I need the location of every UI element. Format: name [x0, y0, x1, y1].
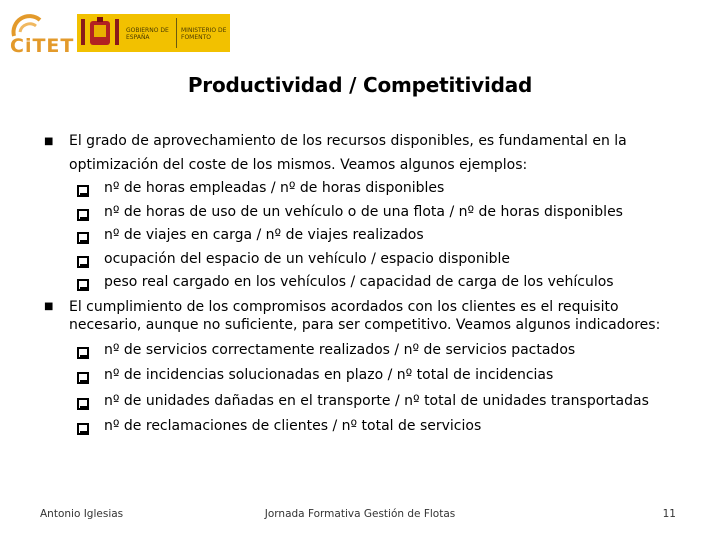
- gov-divider: [176, 18, 177, 48]
- list-item: [69, 201, 679, 225]
- list-item: [69, 389, 679, 415]
- list-item: [69, 248, 679, 272]
- gobierno-logo: [77, 14, 230, 52]
- checkbox-bullet-icon: [77, 394, 89, 406]
- slide-title: Productividad / Competitividad: [187, 73, 533, 97]
- list-item: [69, 414, 679, 440]
- bullet-intro: El cumplimiento de los compromisos acordados con los clientes es el requisito necesario, aunque no suficiente, para ser competitivo. Veamos algunos indicadores:: [69, 298, 661, 333]
- footer-author: Antonio Iglesias: [40, 508, 124, 520]
- checkbox-bullet-icon: [77, 229, 89, 241]
- sub-list: [69, 338, 679, 440]
- checkbox-bullet-icon: [77, 182, 89, 194]
- list-item-text: ocupación del espacio de un vehículo / espacio disponible: [104, 250, 510, 267]
- list-item: [69, 271, 679, 295]
- list-item-text: nº de horas de uso de un vehículo o de una flota / nº de horas disponibles: [104, 203, 623, 220]
- checkbox-bullet-icon: [77, 419, 89, 431]
- list-item-text: nº de horas empleadas / nº de horas disponibles: [104, 180, 445, 196]
- list-item-text: nº de unidades dañadas en el transporte / nº total de unidades transportadas: [104, 392, 649, 409]
- list-item-text: nº de reclamaciones de clientes / nº total de servicios: [104, 418, 482, 434]
- list-item: [69, 224, 679, 248]
- list-item-text: nº de servicios correctamente realizados / nº de servicios pactados: [104, 341, 576, 358]
- list-item: [69, 177, 679, 201]
- footer-event: Jornada Formativa Gestión de Flotas: [264, 508, 456, 520]
- checkbox-bullet-icon: [77, 206, 89, 218]
- footer-page-number: 11: [662, 508, 676, 520]
- slide-content: [0, 130, 720, 440]
- list-item-text: peso real cargado en los vehículos / capacidad de carga de los vehículos: [104, 274, 614, 290]
- bullet-intro: El grado de aprovechamiento de los recursos disponibles, es fundamental en la optimización del coste de los mismos. Veamos algunos ejemplos:: [69, 133, 627, 173]
- list-item-text: nº de viajes en carga / nº de viajes realizados: [104, 227, 424, 243]
- square-bullet-icon: ■: [44, 300, 54, 312]
- sub-list: [69, 177, 679, 295]
- citet-logo-text: CiTET: [10, 35, 75, 57]
- list-item: [69, 338, 679, 364]
- coat-of-arms-icon: [81, 17, 119, 49]
- checkbox-bullet-icon: [77, 253, 89, 265]
- gov-text-gobierno: GOBIERNO DE ESPAÑA: [126, 27, 169, 41]
- checkbox-bullet-icon: [77, 276, 89, 288]
- square-bullet-icon: ■: [44, 136, 54, 147]
- gov-text-ministerio: MINISTERIO DE FOMENTO: [181, 27, 227, 41]
- checkbox-bullet-icon: [77, 368, 89, 380]
- list-item: [69, 363, 679, 389]
- list-item-text: nº de incidencias solucionadas en plazo / nº total de incidencias: [104, 367, 554, 383]
- bullet-productividad: [0, 130, 679, 295]
- bullet-competitividad: [0, 298, 679, 440]
- checkbox-bullet-icon: [77, 343, 89, 355]
